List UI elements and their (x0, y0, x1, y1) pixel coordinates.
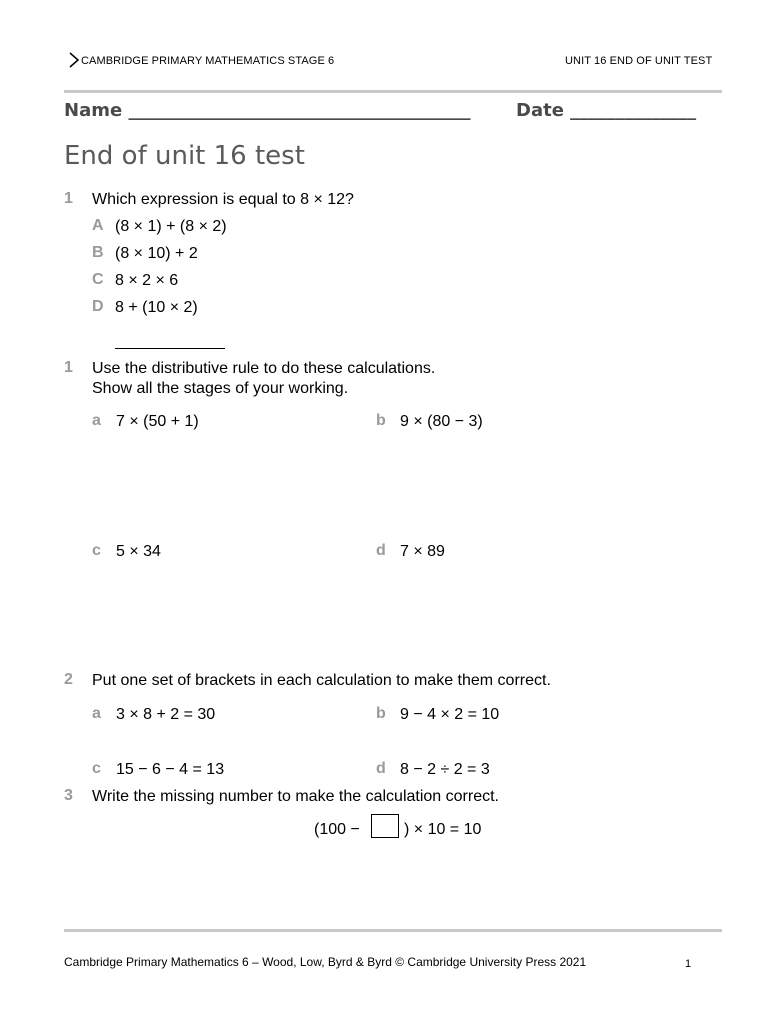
question-text: Write the missing number to make the calculation correct. (92, 788, 499, 805)
part-text: 7 × (50 + 1) (116, 413, 199, 430)
option-text: (8 × 1) + (8 × 2) (115, 218, 227, 235)
part-letter: c (92, 542, 101, 559)
part-letter: b (376, 705, 386, 722)
part-letter: d (376, 760, 386, 777)
question-text: Which expression is equal to 8 × 12? (92, 191, 354, 208)
question-text-line1: Use the distributive rule to do these calculations. (92, 360, 436, 377)
header-rule (64, 90, 722, 93)
option-letter: D (92, 298, 104, 315)
header-left: CAMBRIDGE PRIMARY MATHEMATICS STAGE 6 (81, 55, 335, 67)
question-text: Put one set of brackets in each calculation to make them correct. (92, 672, 551, 689)
part-text: 8 − 2 ÷ 2 = 3 (400, 761, 490, 778)
part-text: 15 − 6 − 4 = 13 (116, 761, 225, 778)
footer-rule (64, 929, 722, 932)
name-field[interactable]: Name ______________________________________ (64, 100, 471, 121)
question-number: 2 (64, 671, 73, 688)
question-number: 1 (64, 190, 73, 207)
option-text: (8 × 10) + 2 (115, 245, 198, 262)
header-right: UNIT 16 END OF UNIT TEST (565, 55, 713, 67)
part-text: 3 × 8 + 2 = 30 (116, 706, 216, 723)
question-number: 3 (64, 787, 73, 804)
chevron-right-icon (68, 52, 80, 68)
option-letter: C (92, 271, 104, 288)
page-number: 1 (685, 958, 692, 970)
part-letter: a (92, 705, 101, 722)
part-letter: c (92, 760, 101, 777)
option-letter: A (92, 217, 104, 234)
date-field[interactable]: Date ______________ (516, 100, 697, 121)
option-text: 8 + (10 × 2) (115, 299, 198, 316)
part-text: 9 × (80 − 3) (400, 413, 483, 430)
answer-line[interactable] (115, 348, 225, 349)
option-text: 8 × 2 × 6 (115, 272, 179, 289)
part-letter: d (376, 542, 386, 559)
option-letter: B (92, 244, 104, 261)
page-title: End of unit 16 test (64, 141, 305, 171)
part-text: 7 × 89 (400, 543, 445, 560)
part-text: 9 − 4 × 2 = 10 (400, 706, 500, 723)
footer-text: Cambridge Primary Mathematics 6 – Wood, Low, Byrd & Byrd © Cambridge University Press 2021 (64, 955, 587, 969)
part-letter: b (376, 412, 386, 429)
question-number: 1 (64, 359, 73, 376)
part-text: 5 × 34 (116, 543, 161, 560)
missing-number-box[interactable] (371, 814, 399, 838)
question-text-line2: Show all the stages of your working. (92, 380, 349, 397)
equation-right: ) × 10 = 10 (404, 821, 482, 838)
part-letter: a (92, 412, 101, 429)
equation-left: (100 − (314, 821, 360, 838)
